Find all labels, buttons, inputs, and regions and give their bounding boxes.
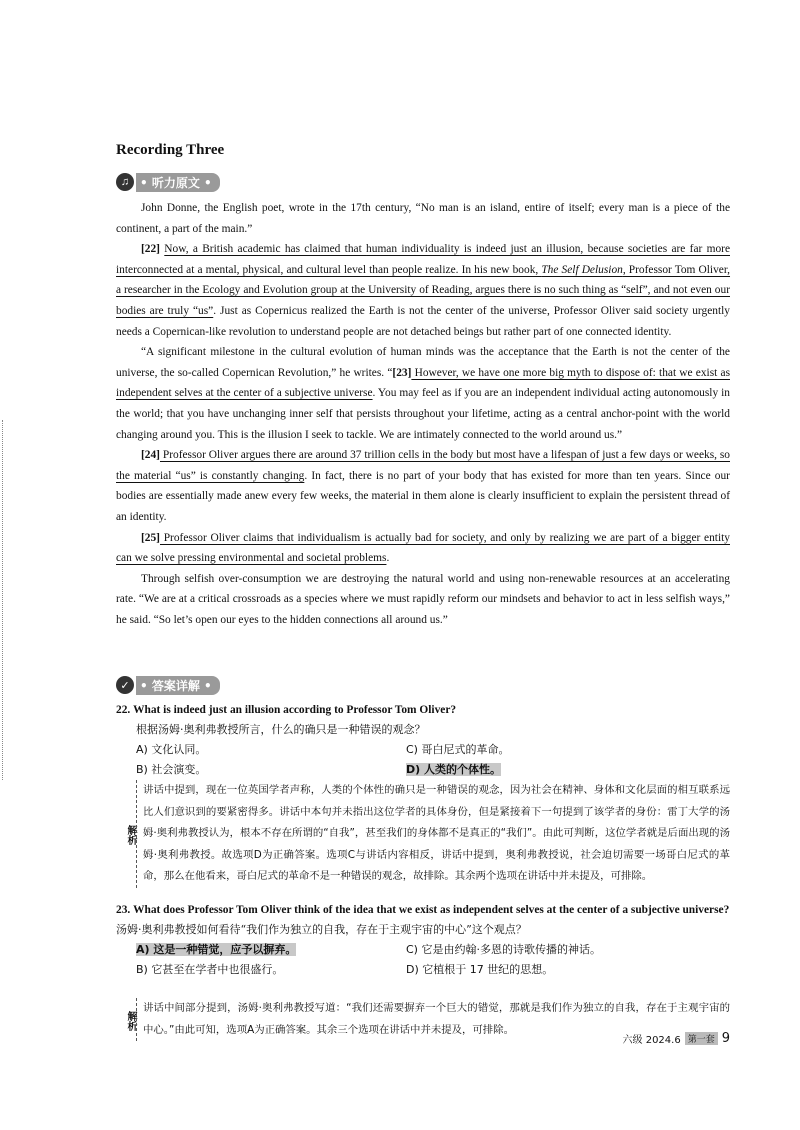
correct-answer-23: A) 这是一种错觉，应予以摒弃。 — [136, 943, 297, 956]
question-23 — [116, 900, 730, 980]
highlight-human-individuality: human individuality — [366, 243, 460, 256]
footer-section: 第一套 — [685, 1032, 718, 1045]
transcript-body — [116, 198, 730, 630]
transcript-section-header — [116, 172, 220, 192]
analysis-22-text: 讲话中提到，现在一位英国学者声称，人类的个体性的确只是一种错误的观念，因为社会在精神、身体和文化层面的相互联系远比人们意识到的要紧密得多。讲话中本句并未指出这位学者的具体身份，但是紧接着下一句提到了该学者的身份：雷丁大学的汤姆·奥利弗教授认为，根本不存在所谓的“自我”，甚至我们的身体都不是真正的“我们”。由此可判断，这位学者就是后面出现的汤姆·奥利弗教授。故选项D为正确答案。选项C与讲话内容相反，讲话中提到，奥利弗教授说，社会迫切需要一场哥白尼式的革命，那么在他看来，哥白尼式的革命不是一种错误的观念，故排除。其余两个选项在讲话中并未提及，可排除。 — [136, 780, 730, 888]
analysis-22 — [116, 780, 730, 888]
headphones-icon: ♫ — [116, 173, 134, 191]
option-22-d — [406, 760, 726, 780]
marker-24: [24] — [141, 449, 160, 462]
analysis-23-text: 讲话中间部分提到，汤姆·奥利弗教授写道：“我们还需要摒弃一个巨大的错觉，那就是我们作为独立的自我，存在于主观宇宙的中心。”由此可知，选项A为正确答案。其余三个选项在讲话中并未提及，可排除。 — [136, 998, 730, 1041]
option-23-b: B) 它甚至在学者中也很盛行。 — [136, 963, 284, 976]
answers-section-label: • 答案详解 • — [136, 676, 220, 695]
question-23-options — [116, 940, 730, 980]
option-23-a — [136, 940, 406, 960]
book-title: The Self Delusion — [541, 263, 623, 276]
transcript-paragraph-5: [25] Professor Oliver claims that individualism is actually bad for society, and only by realizing we are part of a bigger entity can we solve pressing environmental and societal problems. — [116, 531, 730, 565]
transcript-paragraph-3: “A significant milestone in the cultural evolution of human minds was the acceptance that the Earth is not the center of the universe, the so-called Copernican Revolution,” he writes. “[23] However, we have one more big myth to dispose of: that we exist as independent selves at the center of a subjective universe. You may feel as if you are an independent individual acting autonomously in the world; that you have unchanging inner self that persists throughout your lifetime, acting as a central anchor-point with the world changing around you. This is the illusion I seek to tackle. We are intimately connected to the world around us.” — [116, 346, 730, 441]
question-23-translation: 汤姆·奥利弗教授如何看待“我们作为独立的自我，存在于主观宇宙的中心”这个观点？ — [116, 923, 527, 936]
page-number: 9 — [721, 1031, 730, 1046]
option-22-b: B) 社会演变。 — [136, 763, 207, 776]
answers-section-header — [116, 675, 220, 695]
question-22 — [116, 700, 730, 780]
marker-25: [25] — [141, 531, 160, 544]
option-23-d: D) 它植根于 17 世纪的思想。 — [406, 963, 554, 976]
question-22-title: 22. What is indeed just an illusion according to Professor Tom Oliver? — [116, 704, 457, 716]
page-footer — [623, 1031, 730, 1046]
marker-22: [22] — [141, 243, 160, 256]
transcript-section-label: • 听力原文 • — [136, 173, 220, 192]
analysis-badge-23: 解析 — [125, 1010, 136, 1031]
question-22-options — [116, 740, 730, 780]
binding-line — [2, 420, 5, 780]
lightbulb-icon: ✓ — [116, 676, 134, 694]
option-23-c: C) 它是由约翰·多恩的诗歌传播的神话。 — [406, 943, 601, 956]
marker-23: [23] — [392, 366, 412, 379]
transcript-paragraph-4: [24] Professor Oliver argues there are around 37 trillion cells in the body but most have a lifespan of just a few days or weeks, so the material “us” is constantly changing. In fact, there is no part of your body that has existed for more than ten years. Since our bodies are essentially made anew every few weeks, the material in them alone is clearly insufficient to explain the persistent thread of an identity. — [116, 449, 730, 523]
option-22-c: C) 哥白尼式的革命。 — [406, 743, 510, 756]
analysis-badge-22: 解析 — [125, 824, 136, 845]
question-23-title: 23. What does Professor Tom Oliver think of the idea that we exist as independent selves at the center of a subjective universe? 汤姆·奥利弗教授如何看待“我们作为独立的自我，存在于主观宇宙的中心”这个观点？ — [116, 904, 730, 936]
correct-answer-22: D) 人类的个体性。 — [406, 763, 501, 776]
footer-issue: 六级 2024.6 — [622, 1035, 681, 1046]
transcript-paragraph-1: John Donne, the English poet, wrote in the 17th century, “No man is an island, entire of itself; every man is a piece of the continent, a part of the main.” — [116, 202, 730, 235]
transcript-paragraph-2: [22] Now, a British academic has claimed that human individuality is indeed just an illusion, because societies are far more interconnected at a mental, physical, and cultural level than people realize. In his new book, The Self Delusion, Professor Tom Oliver, a researcher in the Ecology and Evolution group at the University of Reading, argues there is no such thing as “self”, and not even our bodies are truly “us”. Just as Copernicus realized the Earth is not the center of the universe, Professor Oliver said society urgently needs a Copernican-like revolution to understand people are not detached beings but rather part of one connected identity. — [116, 243, 731, 338]
option-22-a: A) 文化认同。 — [136, 743, 207, 756]
page-title: Recording Three — [116, 142, 225, 158]
question-22-translation: 根据汤姆·奥利弗教授所言，什么的确只是一种错误的观念？ — [136, 723, 426, 736]
transcript-paragraph-6: Through selfish over-consumption we are destroying the natural world and using non-renewable resources at an accelerating rate. “We are at a critical crossroads as a species where we must rapidly reform our mindsets and behavior to act in less selfish ways,” he said. “So let’s open our eyes to the hidden connections all around us.” — [116, 572, 730, 626]
